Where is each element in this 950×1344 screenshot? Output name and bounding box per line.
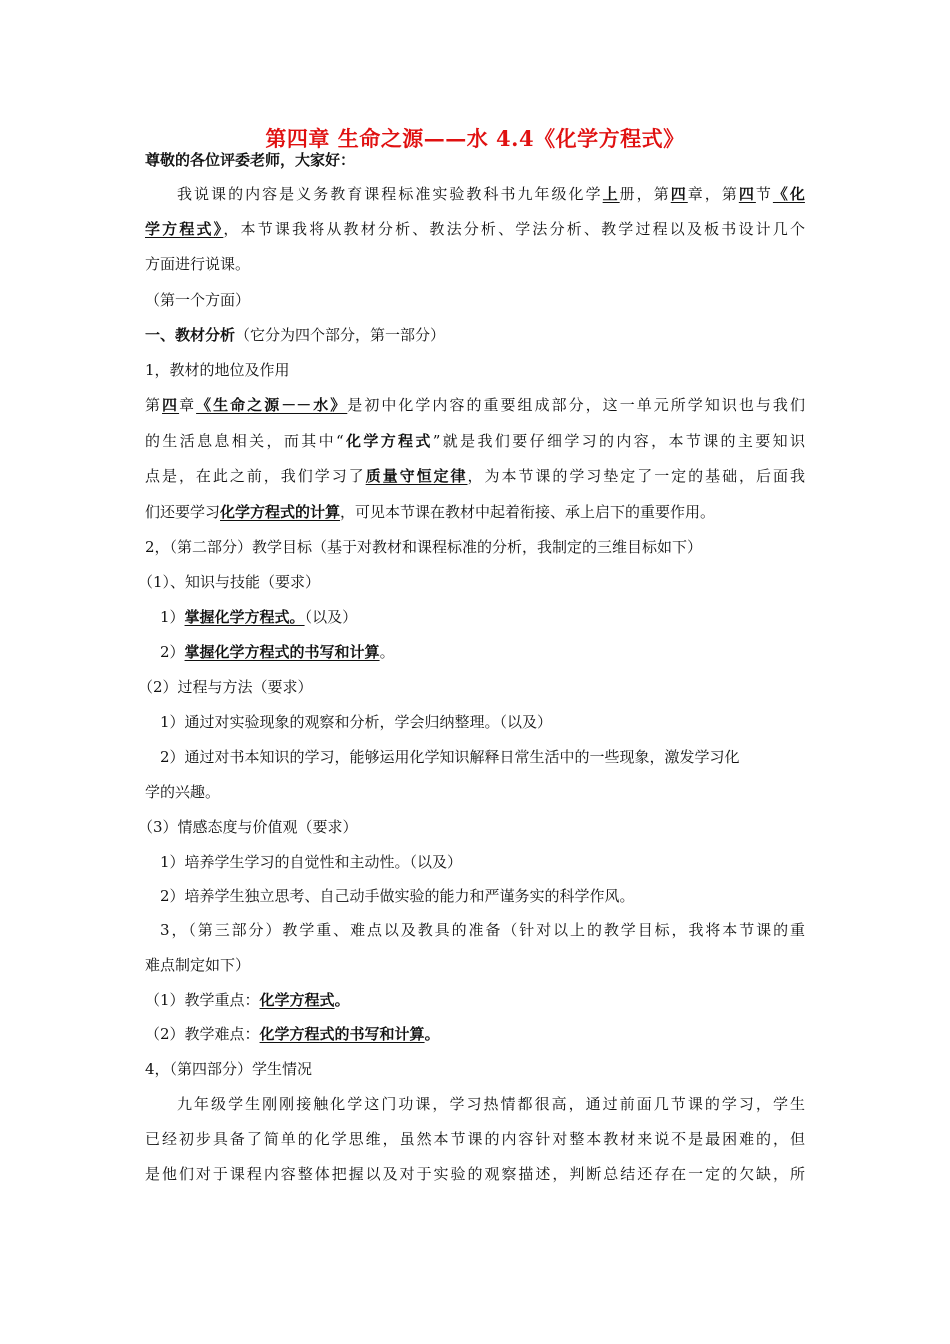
intro-line-2: 学方程式》，本节课我将从教材分析、教法分析、学法分析、教学过程以及板书设计几个 — [145, 220, 805, 238]
part1-line-2: 的生活息息相关，而其中“化学方程式”就是我们要仔细学习的内容，本节课的主要知识 — [145, 432, 805, 450]
intro-line-1: 我说课的内容是义务教育课程标准实验教科书九年级化学上册，第四章，第四节《化 — [177, 185, 805, 203]
greeting: 尊敬的各位评委老师，大家好： — [145, 151, 356, 169]
method-item-2a: 2）通过对书本知识的学习，能够运用化学知识解释日常生活中的一些现象，激发学习化 — [160, 748, 740, 766]
part1-line-1: 第四章《生命之源－－水》是初中化学内容的重要组成部分，这一单元所学知识也与我们 — [145, 396, 805, 414]
part3-heading-b: 难点制定如下） — [145, 956, 251, 974]
part1-heading: 1，教材的地位及作用 — [145, 361, 290, 379]
key-point: （1）教学重点：化学方程式。 — [145, 991, 350, 1009]
part4-heading: 4，（第四部分）学生情况 — [145, 1060, 313, 1078]
part4-line-2: 已经初步具备了简单的化学思维，虽然本节课的内容针对整本教材来说不是最困难的，但 — [145, 1130, 805, 1148]
difficult-point: （2）教学难点：化学方程式的书写和计算。 — [145, 1025, 440, 1043]
method-heading: （2）过程与方法（要求） — [138, 678, 313, 696]
method-item-1: 1）通过对实验现象的观察和分析，学会归纳整理。（以及） — [160, 713, 553, 731]
intro-line-3: 方面进行说课。 — [145, 255, 251, 273]
part2-heading: 2，（第二部分）教学目标（基于对教材和课程标准的分析，我制定的三维目标如下） — [145, 538, 703, 556]
part1-line-3: 点是，在此之前，我们学习了质量守恒定律，为本节课的学习垫定了一定的基础，后面我 — [145, 467, 805, 485]
knowledge-heading: （1）、知识与技能（要求） — [138, 573, 321, 591]
document-title: 第四章 生命之源——水 4.4《化学方程式》 — [265, 126, 685, 151]
knowledge-item-2: 2）掌握化学方程式的书写和计算。 — [160, 643, 395, 661]
emotion-heading: （3）情感态度与价值观（要求） — [138, 818, 358, 836]
method-item-2b: 学的兴趣。 — [145, 783, 221, 801]
emotion-item-1: 1）培养学生学习的自觉性和主动性。（以及） — [160, 853, 463, 871]
part3-heading-a: 3，（第三部分）教学重、难点以及教具的准备（针对以上的教学目标，我将本节课的重 — [160, 921, 805, 939]
knowledge-item-1: 1）掌握化学方程式。（以及） — [160, 608, 358, 626]
emotion-item-2: 2）培养学生独立思考、自己动手做实验的能力和严谨务实的科学作风。 — [160, 887, 635, 905]
part4-line-1: 九年级学生刚刚接触化学这门功课，学习热情都很高，通过前面几节课的学习，学生 — [177, 1095, 805, 1113]
section-heading: 一、教材分析（它分为四个部分，第一部分） — [145, 326, 446, 344]
aspect-label: （第一个方面） — [145, 291, 251, 309]
part1-line-4: 们还要学习化学方程式的计算，可见本节课在教材中起着衔接、承上启下的重要作用。 — [145, 503, 716, 521]
part4-line-3: 是他们对于课程内容整体把握以及对于实验的观察描述，判断总结还存在一定的欠缺，所 — [145, 1165, 805, 1183]
